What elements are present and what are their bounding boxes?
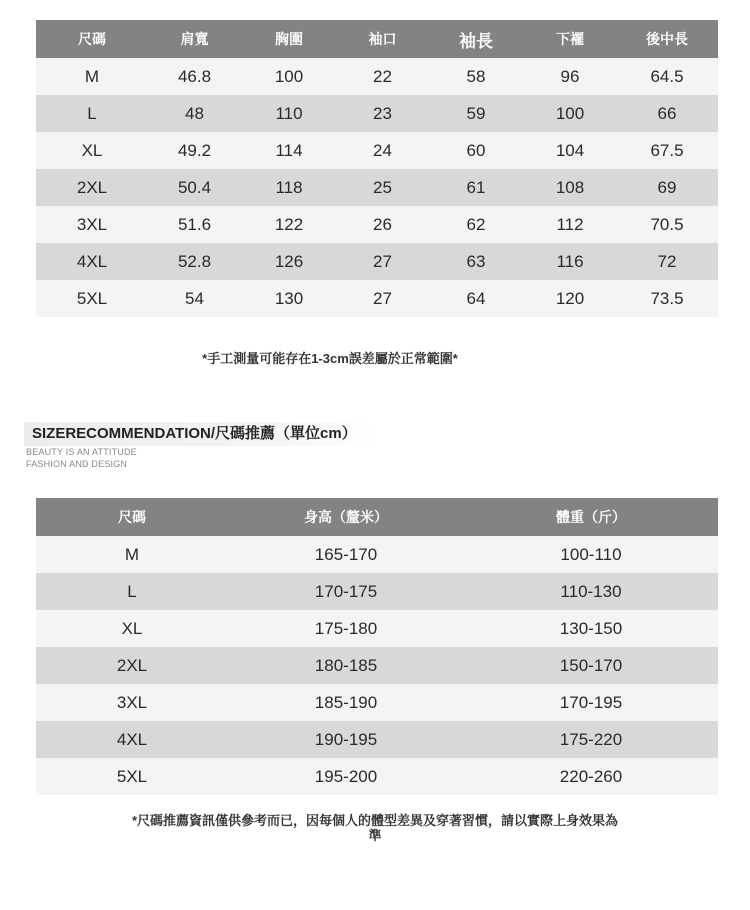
table-cell: 5XL xyxy=(36,280,148,317)
section-heading: SIZERECOMMENDATION/尺碼推薦（單位cm） xyxy=(24,422,374,446)
table-cell: 130-150 xyxy=(464,610,718,647)
table-cell: 60 xyxy=(428,132,524,169)
header-chest: 胸圍 xyxy=(241,20,337,58)
table-row xyxy=(36,573,718,610)
recommendation-note-line1: *尺碼推薦資訊僅供參考而已，因每個人的體型差異及穿著習慣，請以實際上身效果為 xyxy=(131,813,619,828)
table-cell: 2XL xyxy=(36,647,228,684)
table-cell: 62 xyxy=(428,206,524,243)
table-cell: 110 xyxy=(241,95,337,132)
table-cell: 27 xyxy=(337,243,428,280)
table-cell: 46.8 xyxy=(148,58,241,95)
table-cell: 64 xyxy=(428,280,524,317)
table-cell: 50.4 xyxy=(148,169,241,206)
table-cell: 170-195 xyxy=(464,684,718,721)
table-cell: 175-180 xyxy=(228,610,464,647)
table-cell: XL xyxy=(36,132,148,169)
table-cell: 114 xyxy=(241,132,337,169)
table-cell: M xyxy=(36,536,228,573)
table-cell: 126 xyxy=(241,243,337,280)
table-cell: 69 xyxy=(616,169,718,206)
table-cell: 130 xyxy=(241,280,337,317)
tagline-attitude: BEAUTY IS AN ATTITUDE xyxy=(26,447,137,457)
table-cell: 100 xyxy=(241,58,337,95)
table-cell: 195-200 xyxy=(228,758,464,795)
table-cell: 120 xyxy=(524,280,616,317)
size-chart-table xyxy=(36,20,718,317)
table-cell: 220-260 xyxy=(464,758,718,795)
table-cell: 25 xyxy=(337,169,428,206)
table-row xyxy=(36,684,718,721)
table-cell: 3XL xyxy=(36,684,228,721)
table-cell: 54 xyxy=(148,280,241,317)
table-cell: 104 xyxy=(524,132,616,169)
table-cell: 52.8 xyxy=(148,243,241,280)
table-cell: 63 xyxy=(428,243,524,280)
table-row xyxy=(36,206,718,243)
recommendation-header-row xyxy=(36,498,718,536)
table-cell: M xyxy=(36,58,148,95)
header-height: 身高（釐米） xyxy=(228,498,464,536)
table-row xyxy=(36,243,718,280)
table-cell: 24 xyxy=(337,132,428,169)
table-cell: L xyxy=(36,573,228,610)
table-cell: 49.2 xyxy=(148,132,241,169)
recommendation-note xyxy=(80,813,670,843)
measurement-note: *手工測量可能存在1-3cm誤差屬於正常範圍* xyxy=(202,351,458,366)
table-cell: 4XL xyxy=(36,721,228,758)
table-cell: 70.5 xyxy=(616,206,718,243)
table-cell: 150-170 xyxy=(464,647,718,684)
table-cell: 185-190 xyxy=(228,684,464,721)
table-row xyxy=(36,58,718,95)
header-shoulder: 肩寬 xyxy=(148,20,241,58)
header-cuff: 袖口 xyxy=(337,20,428,58)
table-cell: 2XL xyxy=(36,169,148,206)
table-cell: 51.6 xyxy=(148,206,241,243)
table-row xyxy=(36,132,718,169)
table-cell: 22 xyxy=(337,58,428,95)
table-cell: 23 xyxy=(337,95,428,132)
table-cell: 96 xyxy=(524,58,616,95)
table-cell: 5XL xyxy=(36,758,228,795)
table-cell: 122 xyxy=(241,206,337,243)
table-cell: XL xyxy=(36,610,228,647)
table-cell: 108 xyxy=(524,169,616,206)
header-back-length: 後中長 xyxy=(616,20,718,58)
table-row xyxy=(36,610,718,647)
table-cell: 118 xyxy=(241,169,337,206)
table-cell: 67.5 xyxy=(616,132,718,169)
table-cell: 61 xyxy=(428,169,524,206)
table-cell: 73.5 xyxy=(616,280,718,317)
table-cell: 58 xyxy=(428,58,524,95)
table-cell: 26 xyxy=(337,206,428,243)
table-cell: 100-110 xyxy=(464,536,718,573)
table-cell: 100 xyxy=(524,95,616,132)
table-cell: 170-175 xyxy=(228,573,464,610)
recommendation-note-line2: 準 xyxy=(368,828,382,843)
table-row xyxy=(36,536,718,573)
table-cell: 175-220 xyxy=(464,721,718,758)
table-row xyxy=(36,280,718,317)
table-row xyxy=(36,95,718,132)
size-recommendation-table xyxy=(36,498,718,795)
table-row xyxy=(36,721,718,758)
table-cell: 72 xyxy=(616,243,718,280)
table-cell: 110-130 xyxy=(464,573,718,610)
table-cell: 48 xyxy=(148,95,241,132)
table-row xyxy=(36,758,718,795)
table-cell: 180-185 xyxy=(228,647,464,684)
header-size: 尺碼 xyxy=(36,498,228,536)
table-cell: 27 xyxy=(337,280,428,317)
tagline-fashion: FASHION AND DESIGN xyxy=(26,459,128,469)
table-cell: 4XL xyxy=(36,243,148,280)
table-row xyxy=(36,647,718,684)
header-size: 尺碼 xyxy=(36,20,148,58)
table-cell: 165-170 xyxy=(228,536,464,573)
table-cell: 190-195 xyxy=(228,721,464,758)
table-cell: 59 xyxy=(428,95,524,132)
table-cell: 66 xyxy=(616,95,718,132)
header-hem: 下襬 xyxy=(524,20,616,58)
table-cell: L xyxy=(36,95,148,132)
table-cell: 64.5 xyxy=(616,58,718,95)
table-row xyxy=(36,169,718,206)
header-sleeve-length: 袖長 xyxy=(428,20,524,58)
table-cell: 116 xyxy=(524,243,616,280)
table-cell: 112 xyxy=(524,206,616,243)
header-weight: 體重（斤） xyxy=(464,498,718,536)
table-cell: 3XL xyxy=(36,206,148,243)
size-chart-header-row xyxy=(36,20,718,58)
